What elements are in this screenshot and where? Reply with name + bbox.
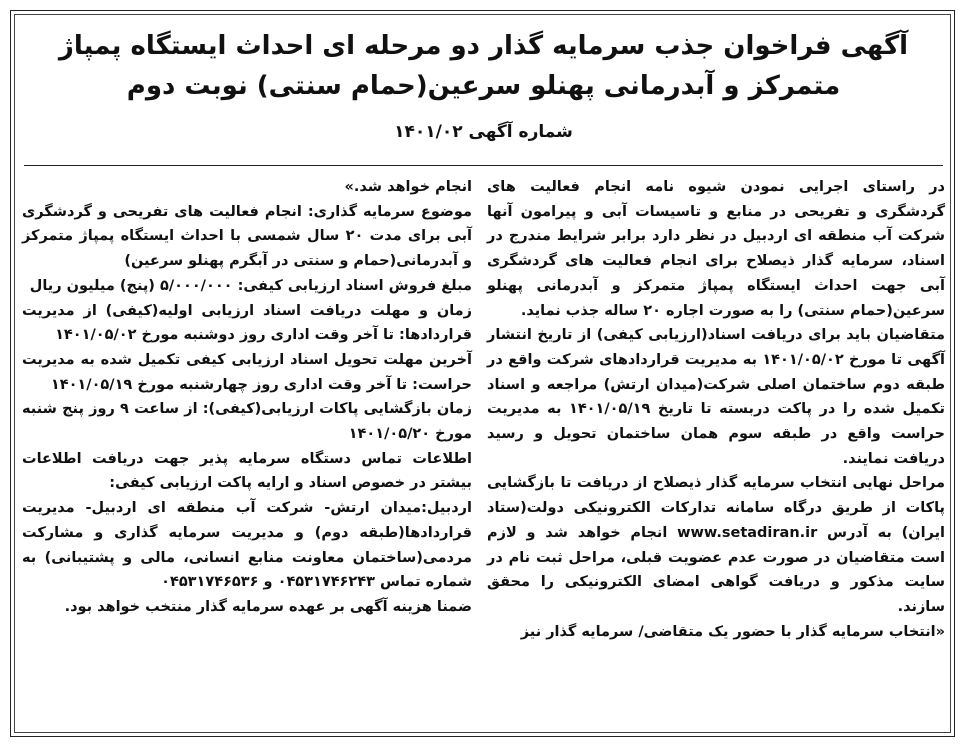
opening-paragraph [22,397,472,446]
stages-paragraph: مراحل نهایی انتخاب سرمایه گذار ذیصلاح از دریافت تا بازگشایی پاکات از طریق درگاه سامانه تدارکات الکترونیکی دولت(ستاد ایران) به آدرس www.setadiran.ir انجام خواهد شد و لازم است متقاضیان در صورت عدم عضویت قبلی، مراحل ثبت نام در سایت مذکور و دریافت گواهی امضای الکترونیکی را محقق سازند. [487,475,945,615]
right-column [487,175,945,644]
address-text: میدان ارتش- شرکت آب منطقه ای اردبیل- مدیریت قراردادها(طبقه دوم) و مدیریت سرمایه گذاری و مشارکت مردمی(ساختمان معاونت منابع انسانی، مالی و پشتیبانی) به شماره تماس ۰۴۵۳۱۷۴۶۲۴۳ و ۰۴۵۳۱۷۴۶۵۳۶ [22,500,472,591]
address-paragraph [22,496,472,595]
note-end: انجام خواهد شد.» [344,179,472,195]
opening-text: از ساعت ۹ روز پنج شنبه مورخ ۱۴۰۱/۰۵/۲۰ [22,401,472,443]
intro-paragraph: در راستای اجرایی نمودن شیوه نامه انجام فعالیت های گردشگری و تفریحی در منابع و تاسیسات آبی و پیرامون آنها شرکت آب منطقه ای اردبیل در نظر دارد برابر شرایط مندرج در اسناد، سرمایه گذار ذیصلاح برای انجام فعالیت های گردشگری آبی جهت احداث ایستگاه پمپاژ متمرکز و آبدرمانی پهنلو سرعین(حمام سنتی) را به صورت اجاره ۲۰ ساله جذب نماید. [487,179,945,319]
subject-paragraph [22,200,472,274]
deadline-text: تا آخر وقت اداری روز دوشنبه مورخ ۱۴۰۱/۰۵/۰۲ [55,327,394,344]
cost-note: ضمنا هزینه آگهی بر عهده سرمایه گذار منتخب خواهد بود. [64,598,472,615]
deadline-paragraph [22,299,472,348]
header-divider [24,165,943,166]
notice-title: آگهی فراخوان جذب سرمایه گذار دو مرحله ای احداث ایستگاه پمپاژ متمرکز و آبدرمانی پهنلو سرعین(حمام سنتی) نوبت دوم [58,31,909,101]
deadline-label: زمان و مهلت دریافت اسناد ارزیابی اولیه(کیفی) از مدیریت قراردادها: [22,302,472,344]
applicants-paragraph: متقاضیان باید برای دریافت اسناد(ارزیابی کیفی) از تاریخ انتشار آگهی تا مورخ ۱۴۰۱/۰۵/۰۲ به مدیریت قراردادهای شرکت واقع در طبقه دوم ساختمان اصلی شرکت(میدان ارتش) مراجعه و اسناد تکمیل شده را در پاکت دربسته تا تاریخ ۱۴۰۱/۰۵/۱۹ به مدیریت حراست واقع در طبقه سوم همان ساختمان تحویل و رسید دریافت نمایند. [487,327,945,467]
delivery-paragraph: آخرین مهلت تحویل اسناد ارزیابی کیفی تکمیل شده به مدیریت حراست: تا آخر وقت اداری روز چهارشنبه مورخ ۱۴۰۱/۰۵/۱۹ [22,351,472,393]
contact-intro: اطلاعات تماس دستگاه سرمایه پذیر جهت دریافت اطلاعات بیشتر در خصوص اسناد و ارایه پاکت ارزیابی کیفی: [22,450,472,492]
address-label: اردبیل: [421,500,472,517]
note-paragraph: «انتخاب سرمایه گذار با حضور یک متقاضی/ سرمایه گذار نیز [520,623,945,640]
notice-number: شماره آگهی ۱۴۰۱/۰۲ [394,122,573,142]
left-column [22,175,472,620]
subject-label: موضوع سرمایه گذاری: [307,203,472,220]
subject-text: انجام فعالیت های تفریحی و گردشگری آبی برای مدت ۲۰ سال شمسی با احداث ایستگاه پمپاژ متمرکز و آبدرمانی(حمام و سنتی در آبگرم پهنلو سرعین) [22,203,472,270]
opening-label: زمان بازگشایی پاکات ارزیابی(کیفی): [202,401,472,418]
price-paragraph: مبلغ فروش اسناد ارزیابی کیفی: ۵/۰۰۰/۰۰۰ (پنج) میلیون ریال [29,277,472,294]
